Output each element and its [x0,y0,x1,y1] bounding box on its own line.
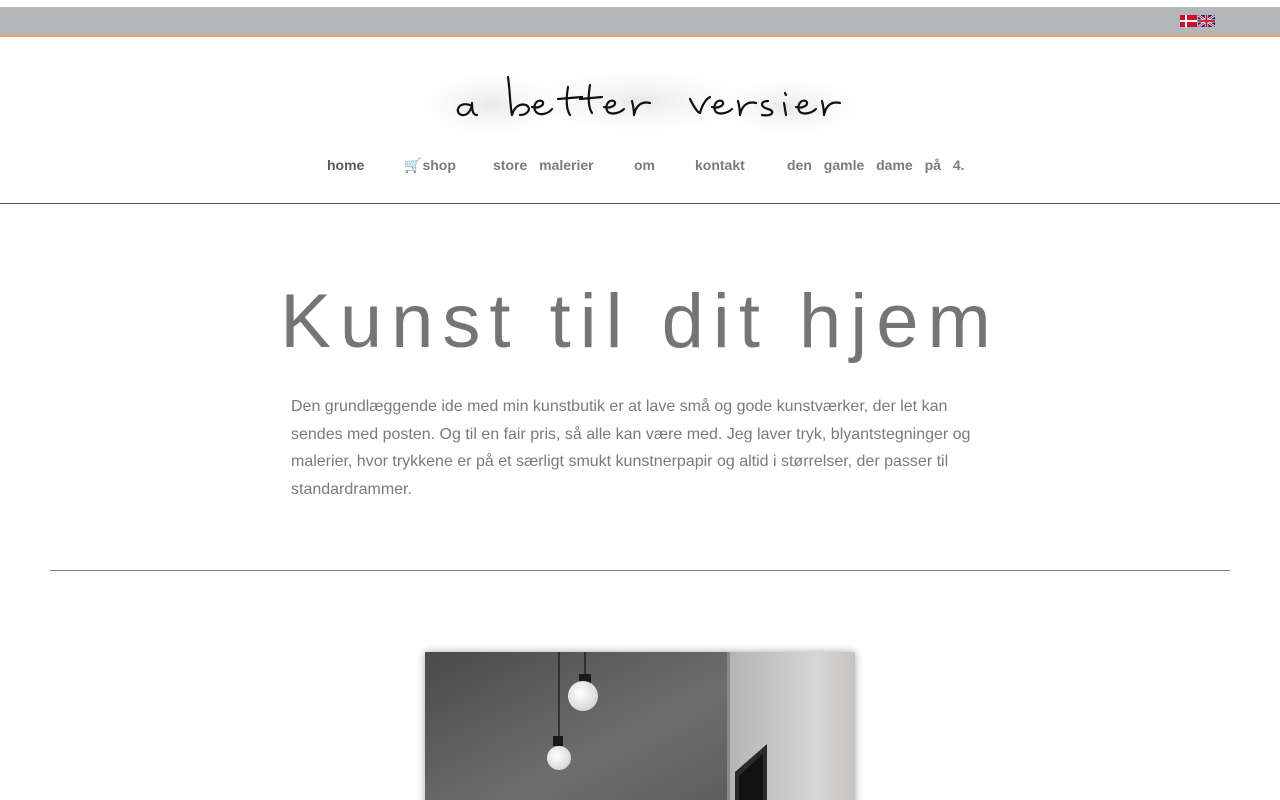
section-divider [50,570,1230,571]
intro-text: Den grundlæggende ide med min kunstbutik er at lave små og gode kunstværker, der let kan sendes med posten. Og til en fair pris, så alle kan være med. Jeg laver tryk, blyantstegninger og malerier, hvor trykkene er på et særligt smukt kunstnerpapir og altid i størrelser, der passer til standardrammer. [291,398,971,498]
danish-flag-icon[interactable] [1180,15,1197,27]
main-nav [0,157,1280,179]
nav-item-kontakt[interactable]: kontakt [695,157,745,173]
nav-item-home[interactable]: home [327,157,365,173]
cart-icon: 🛒 [404,157,422,173]
nav-item-store-malerier[interactable]: store malerier [493,157,594,173]
page-title: Kunst til dit hjem [280,279,1000,364]
nav-item-shop[interactable] [404,157,456,174]
british-flag-icon[interactable] [1198,15,1215,27]
featured-artwork-image[interactable] [425,652,855,800]
site-logo[interactable] [400,65,864,139]
language-switcher [1180,15,1215,27]
top-bar [0,7,1280,37]
nav-item-label: shop [422,157,456,173]
interior-photo [425,652,855,800]
logo-text: a better version [628,135,636,136]
site-header [0,37,1280,204]
nav-item-om[interactable]: om [634,157,655,173]
nav-item-den-gamle-dame[interactable]: den gamle dame på 4. [787,157,965,173]
